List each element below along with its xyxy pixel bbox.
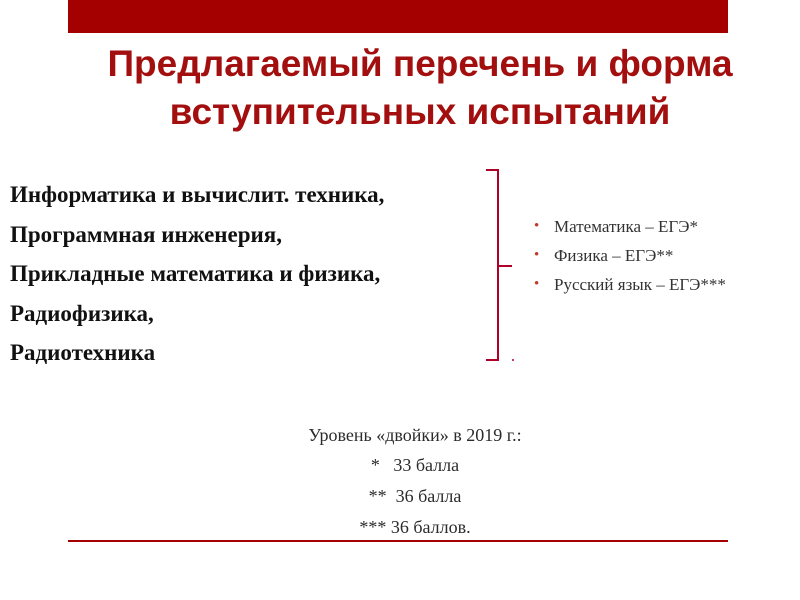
top-accent-bar [68, 0, 728, 33]
program-item: Прикладные математика и физика, [10, 261, 381, 286]
bottom-divider [68, 540, 728, 542]
exams-list [534, 212, 726, 299]
grouping-brace [482, 168, 522, 368]
programs-list [10, 175, 384, 373]
notes-line: *** 36 баллов. [359, 517, 471, 537]
program-item: Радиотехника [10, 340, 156, 365]
program-item: Радиофизика, [10, 300, 154, 326]
score-notes [200, 420, 630, 543]
exam-label: Математика – ЕГЭ* [554, 217, 698, 236]
exam-label: Русский язык – ЕГЭ*** [554, 275, 726, 294]
program-item: Программная инженерия, [10, 221, 282, 247]
title-line-1: Предлагаемый перечень и форма [107, 43, 733, 84]
program-item: Информатика и вычислит. техника, [10, 182, 385, 207]
slide-title [40, 40, 800, 136]
exam-item [534, 241, 726, 270]
bullet-icon: • [534, 247, 540, 263]
bullet-icon: • [534, 218, 540, 234]
notes-heading: Уровень «двойки» в 2019 г.: [308, 425, 522, 445]
exam-item [534, 212, 726, 241]
exam-item [534, 270, 726, 299]
exam-label: Физика – ЕГЭ** [554, 246, 674, 265]
bullet-icon: • [534, 276, 540, 292]
title-line-2: вступительных испытаний [169, 91, 671, 132]
notes-line: ** 36 балла [368, 486, 462, 506]
notes-line: * 33 балла [370, 455, 460, 475]
